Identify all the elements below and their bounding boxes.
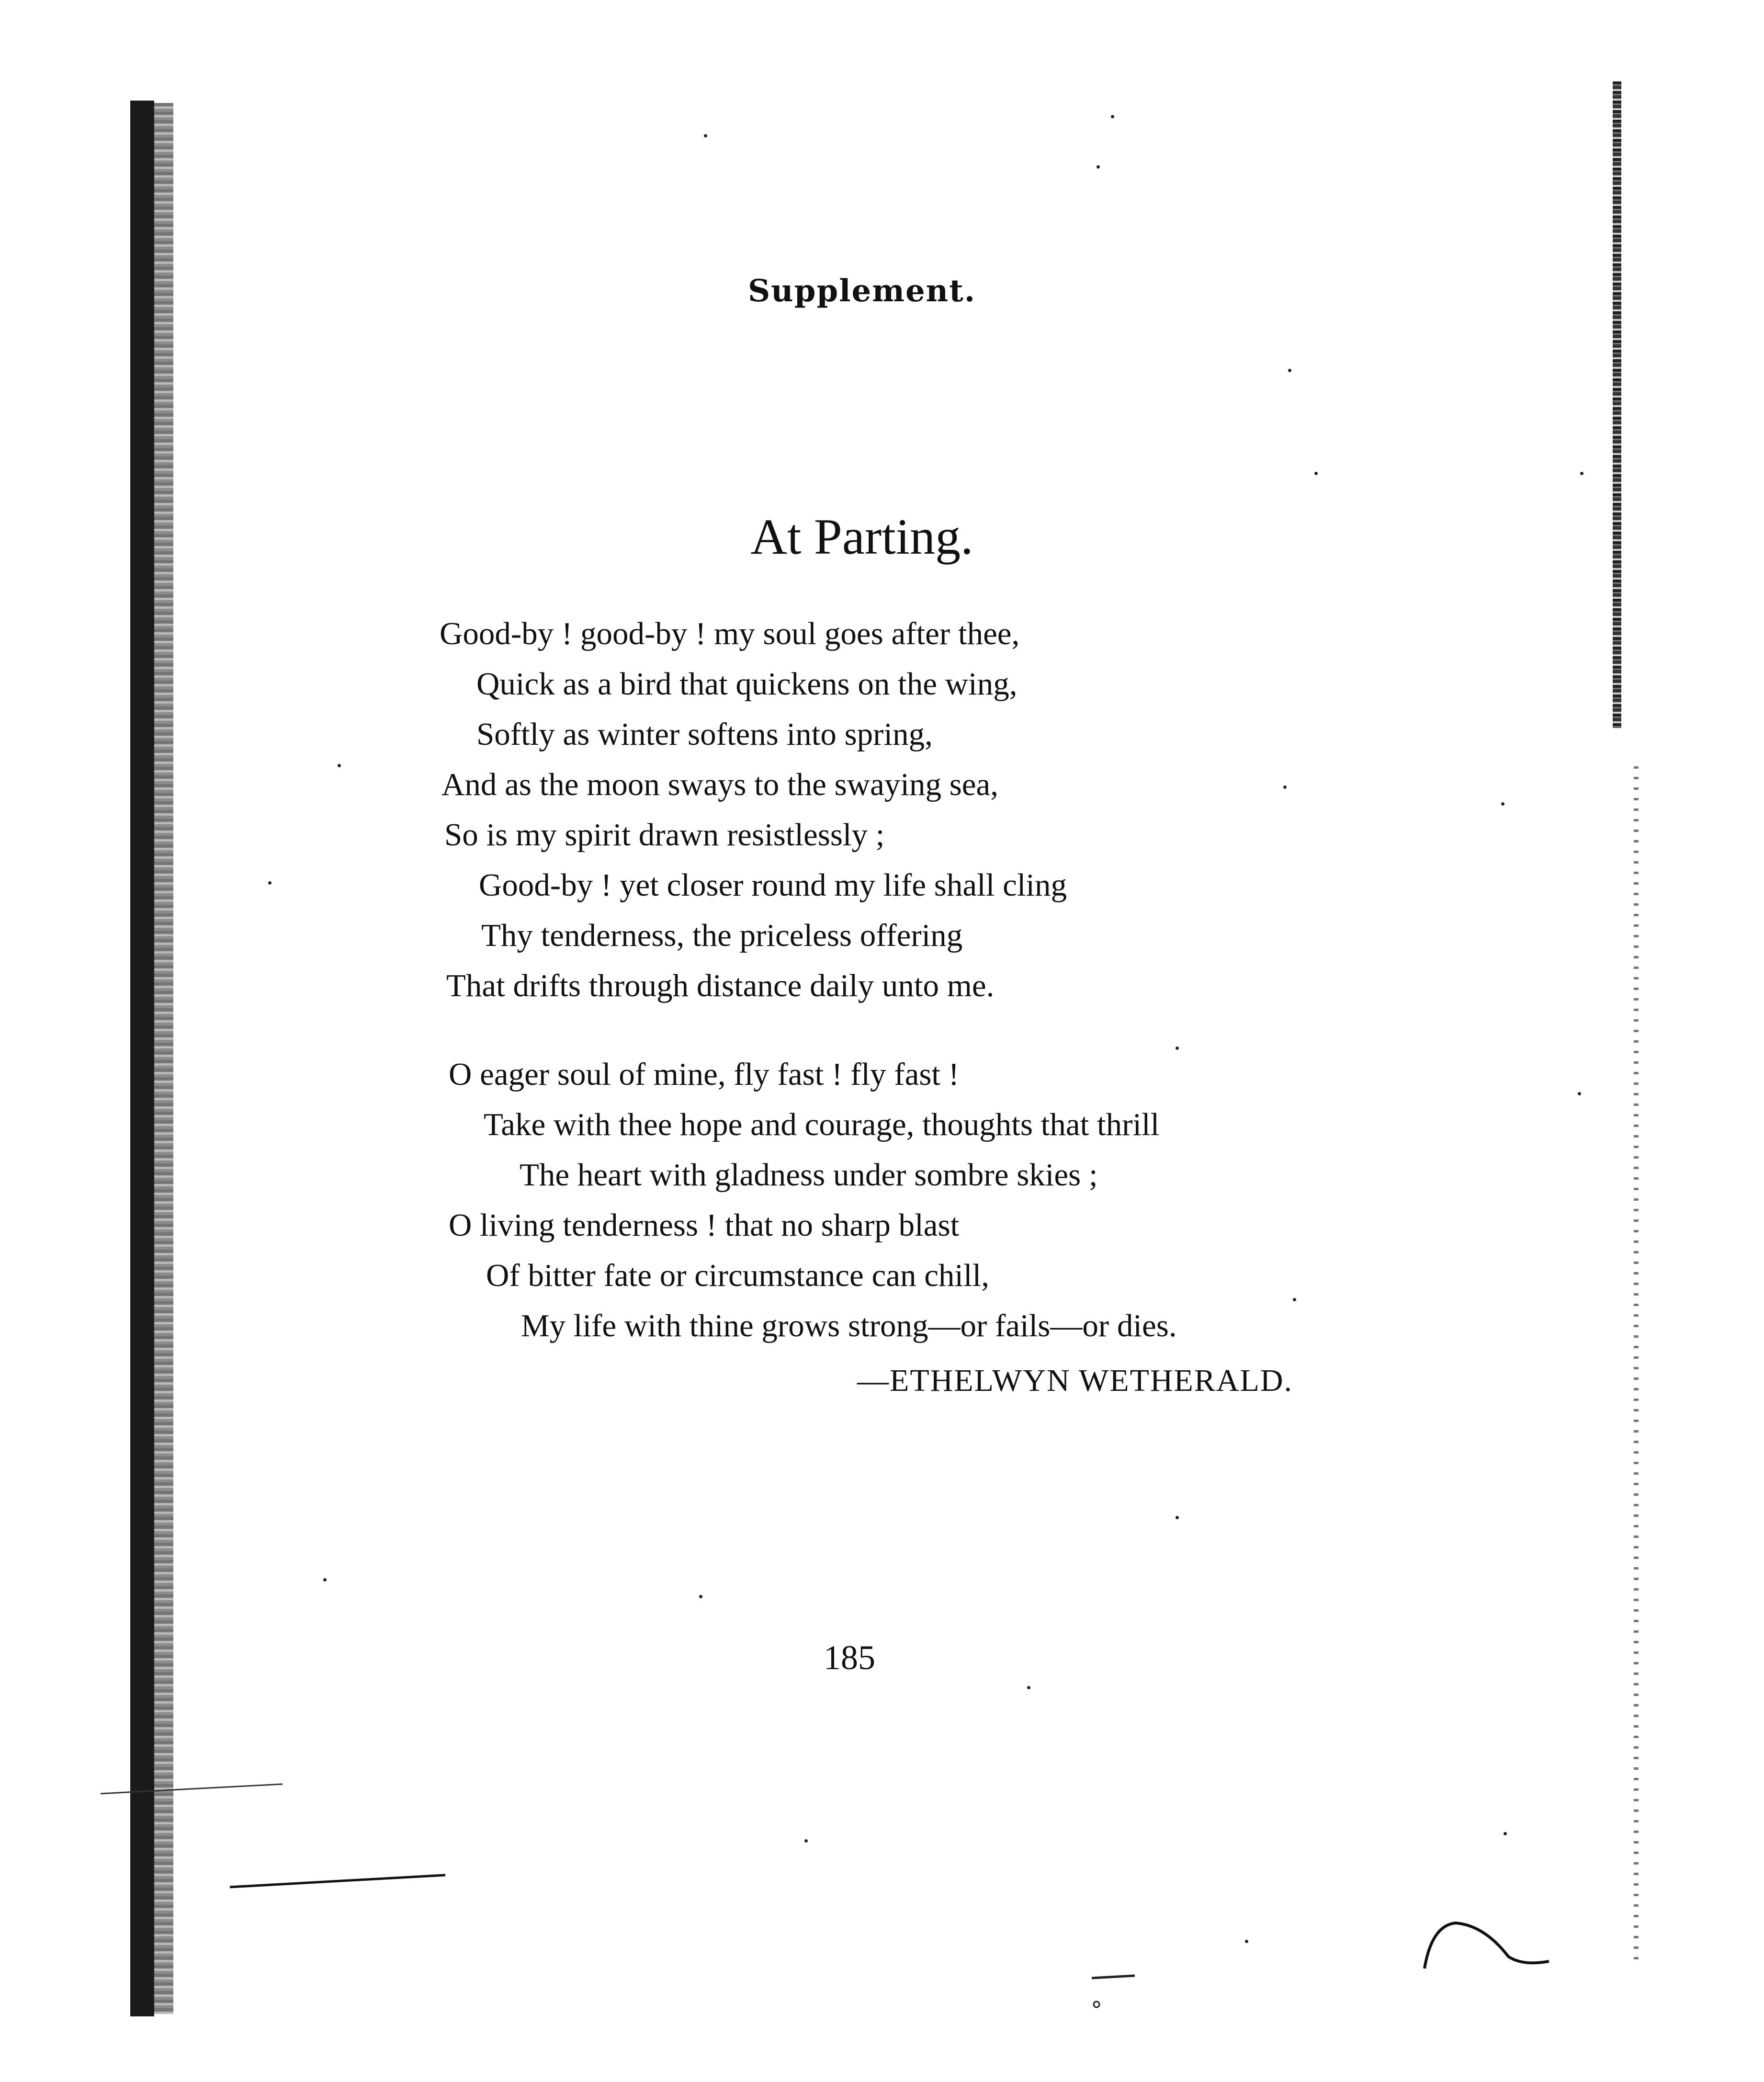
poem-title: At Parting. (750, 509, 973, 565)
poem-attribution: —ETHELWYN WETHERALD. (857, 1363, 1293, 1398)
poem-line: O eager soul of mine, fly fast ! fly fast ! (449, 1057, 960, 1092)
poem-line: Good-by ! good-by ! my soul goes after thee, (440, 616, 1020, 651)
poem-line: Of bitter fate or circumstance can chill, (486, 1258, 990, 1293)
poem-line: Softly as winter softens into spring, (476, 717, 933, 752)
page-number: 185 (824, 1638, 875, 1677)
poem-line: That drifts through distance daily unto me. (446, 968, 995, 1003)
poem-line: Thy tenderness, the priceless offering (481, 918, 963, 953)
poem-line: O living tenderness ! that no sharp blast (449, 1207, 960, 1243)
poem-line: Quick as a bird that quickens on the wing, (476, 666, 1018, 702)
poem-line: And as the moon sways to the swaying sea, (441, 767, 999, 802)
poem-line: Good-by ! yet closer round my life shall cling (479, 867, 1067, 903)
poem-line: My life with thine grows strong—or fails—or dies. (521, 1308, 1177, 1343)
poem-line: Take with thee hope and courage, thoughts that thrill (484, 1107, 1160, 1142)
poem-line: The heart with gladness under sombre skies ; (520, 1157, 1098, 1193)
poem-line: So is my spirit drawn resistlessly ; (444, 817, 885, 853)
running-header: Supplement. (747, 273, 976, 309)
